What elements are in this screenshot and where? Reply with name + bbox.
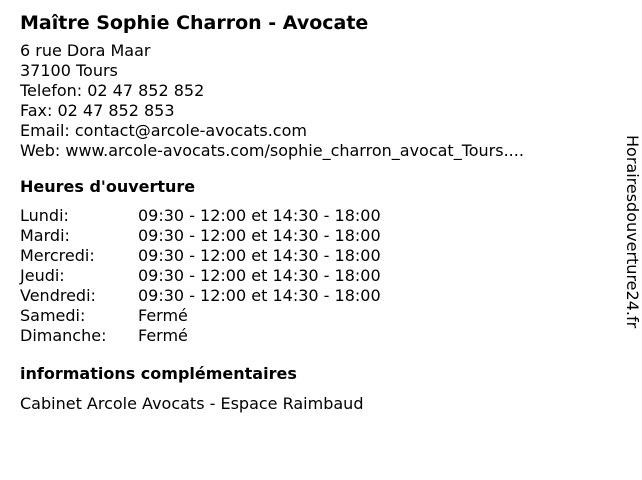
hours-day: Jeudi: xyxy=(20,266,65,285)
fax-line: Fax: 02 47 852 853 xyxy=(20,101,175,120)
hours-row xyxy=(20,206,600,226)
hours-row xyxy=(20,286,600,306)
hours-time: 09:30 - 12:00 et 14:30 - 18:00 xyxy=(138,226,381,245)
address-street: 6 rue Dora Maar xyxy=(20,41,151,60)
hours-day: Lundi: xyxy=(20,206,69,225)
hours-day: Samedi: xyxy=(20,306,86,325)
extra-info-text: Cabinet Arcole Avocats - Espace Raimbaud xyxy=(20,394,364,413)
hours-day: Mercredi: xyxy=(20,246,95,265)
hours-time: 09:30 - 12:00 et 14:30 - 18:00 xyxy=(138,286,381,305)
hours-row xyxy=(20,266,600,286)
address-city: 37100 Tours xyxy=(20,61,118,80)
business-card xyxy=(20,10,600,414)
hours-time: 09:30 - 12:00 et 14:30 - 18:00 xyxy=(138,266,381,285)
hours-time: 09:30 - 12:00 et 14:30 - 18:00 xyxy=(138,206,381,225)
hours-row xyxy=(20,306,600,326)
business-title: Maître Sophie Charron - Avocate xyxy=(20,12,369,34)
hours-row xyxy=(20,326,600,346)
email-line xyxy=(20,121,600,141)
hours-day: Vendredi: xyxy=(20,286,96,305)
hours-day: Mardi: xyxy=(20,226,70,245)
hours-time: Fermé xyxy=(138,326,188,345)
watermark-text: Horairesdouverture24.fr xyxy=(623,135,642,329)
hours-table xyxy=(20,206,600,346)
hours-time: Fermé xyxy=(138,306,188,325)
web-line xyxy=(20,141,600,161)
web-label: Web: xyxy=(20,141,61,160)
email-link[interactable]: contact@arcole-avocats.com xyxy=(74,121,307,140)
hours-day: Dimanche: xyxy=(20,326,107,345)
web-link[interactable]: www.arcole-avocats.com/sophie_charron_avocat_Tours.... xyxy=(65,141,524,160)
extra-info-heading: informations complémentaires xyxy=(20,364,297,383)
hours-time: 09:30 - 12:00 et 14:30 - 18:00 xyxy=(138,246,381,265)
hours-row xyxy=(20,246,600,266)
phone-line: Telefon: 02 47 852 852 xyxy=(20,81,205,100)
hours-heading: Heures d'ouverture xyxy=(20,177,196,196)
email-label: Email: xyxy=(20,121,70,140)
hours-row xyxy=(20,226,600,246)
